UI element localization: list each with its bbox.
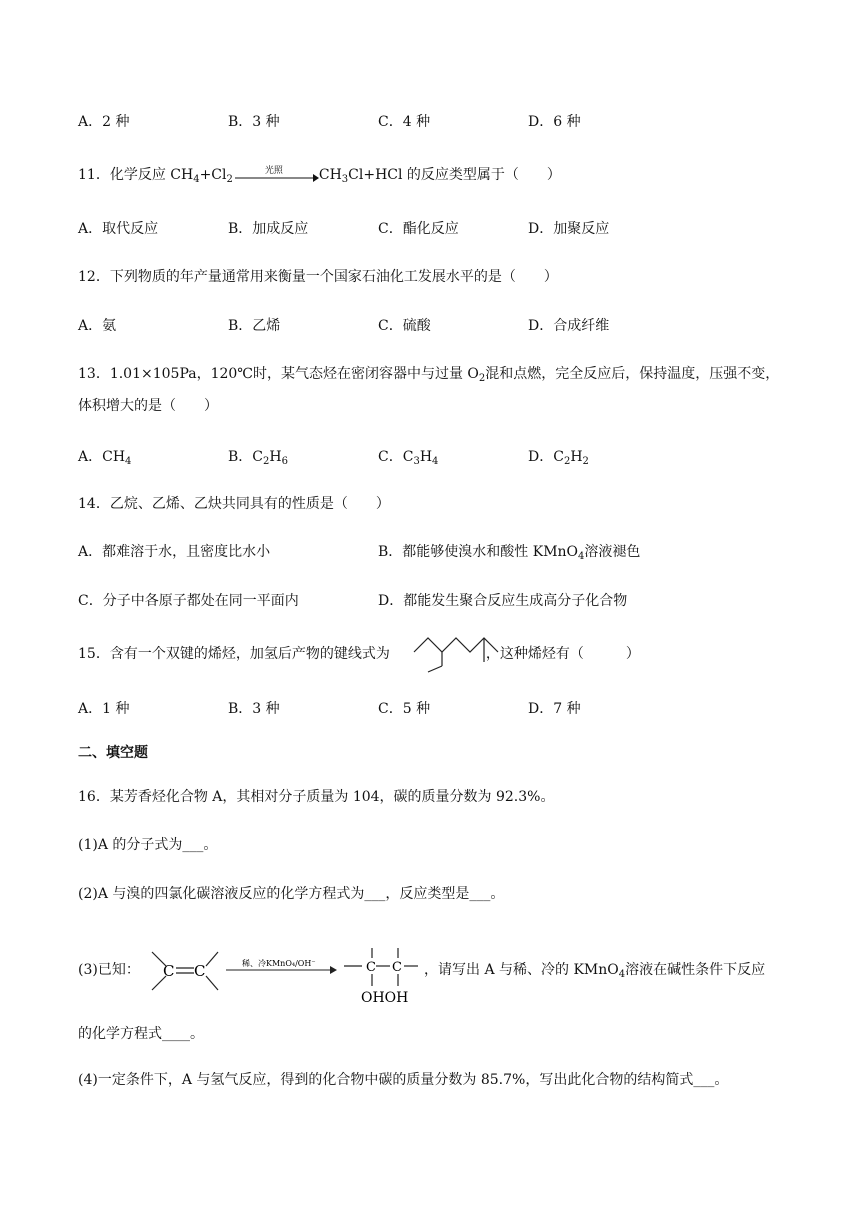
q12-option-d: D．合成纤维	[528, 318, 610, 334]
q11-option-a: A．取代反应	[78, 221, 159, 237]
svg-text:C: C	[392, 960, 402, 975]
q15-option-c: C．5 种	[378, 701, 431, 717]
q11-option-d: D．加聚反应	[528, 221, 610, 237]
q16-part3-prefix: (3)已知：	[78, 962, 140, 978]
reaction-arrow: 光照	[233, 165, 319, 185]
q15-stem: 15．含有一个双键的烯烃，加氢后产物的键线式为 ，这种烯烃有（ ）	[78, 646, 640, 662]
q14-option-d: D．都能发生聚合反应生成高分子化合物	[378, 593, 628, 609]
skeletal-formula-structure	[412, 632, 502, 674]
q13-option-c: C．$C_3H_4$	[378, 449, 439, 467]
section-heading: 二、填空题	[78, 745, 148, 761]
alkene-dihydroxylation-diagram	[146, 944, 426, 1004]
q16-part3-text: ，请写出 A 与稀、冷的 KMnO$_4$溶液在碱性条件下反应	[424, 962, 766, 980]
q16-part2: (2)A 与溴的四氯化碳溶液反应的化学方程式为___，反应类型是___。	[78, 886, 505, 902]
q13-option-b: B．$C_2H_6$	[228, 449, 288, 467]
q15-option-a: A．1 种	[78, 701, 130, 717]
q16-part4: (4)一定条件下，A 与氢气反应，得到的化合物中碳的质量分数为 85.7%，写出此化合物的结构简式___。	[78, 1072, 729, 1088]
q13-stem-line2: 体积增大的是（ ）	[78, 398, 218, 414]
diagram-arrow-label: 稀、冷KMnO₄/OH⁻	[242, 959, 316, 968]
q10-option-a: A．2 种	[78, 114, 130, 130]
svg-text:C: C	[163, 962, 175, 980]
q14-option-a: A．都难溶于水，且密度比水小	[78, 544, 271, 560]
q11-stem: 11．化学反应 $CH_4+Cl_2$ 光照 $CH_3Cl+HCl$ 的反应类型属于（ ）	[78, 166, 561, 185]
q10-option-d: D．6 种	[528, 114, 581, 130]
q14-stem: 14．乙烷、乙烯、乙炔共同具有的性质是（ ）	[78, 496, 390, 512]
q14-option-c: C．分子中各原子都处在同一平面内	[78, 593, 299, 609]
diagram-oh-label: OHOH	[361, 990, 409, 1004]
q11-option-c: C．酯化反应	[378, 221, 459, 237]
q12-stem: 12．下列物质的年产量通常用来衡量一个国家石油化工发展水平的是（ ）	[78, 269, 558, 285]
q15-option-b: B．3 种	[228, 701, 280, 717]
svg-text:C: C	[194, 962, 206, 980]
q16-stem: 16．某芳香烃化合物 A，其相对分子质量为 104，碳的质量分数为 92.3%。	[78, 789, 555, 805]
q15-option-d: D．7 种	[528, 701, 581, 717]
q16-part3-line2: 的化学方程式____。	[78, 1026, 204, 1042]
q14-option-b: B．都能够使溴水和酸性 KMnO$_4$溶液褪色	[378, 544, 641, 562]
q12-option-c: C．硫酸	[378, 318, 431, 334]
q10-option-c: C．4 种	[378, 114, 431, 130]
svg-text:C: C	[366, 960, 376, 975]
q12-option-b: B．乙烯	[228, 318, 281, 334]
q12-option-a: A．氨	[78, 318, 117, 334]
q13-option-d: D．$C_2H_2$	[528, 449, 589, 467]
q13-option-a: A．$CH_4$	[78, 449, 132, 467]
q13-stem-line1: 13．1.01×105Pa，120℃时，某气态烃在密闭容器中与过量 $O_2$混和点燃，完全反应后，保持温度，压强不变，	[78, 366, 780, 384]
q10-option-b: B．3 种	[228, 114, 280, 130]
q16-part1: (1)A 的分子式为___。	[78, 837, 218, 853]
q11-option-b: B．加成反应	[228, 221, 309, 237]
